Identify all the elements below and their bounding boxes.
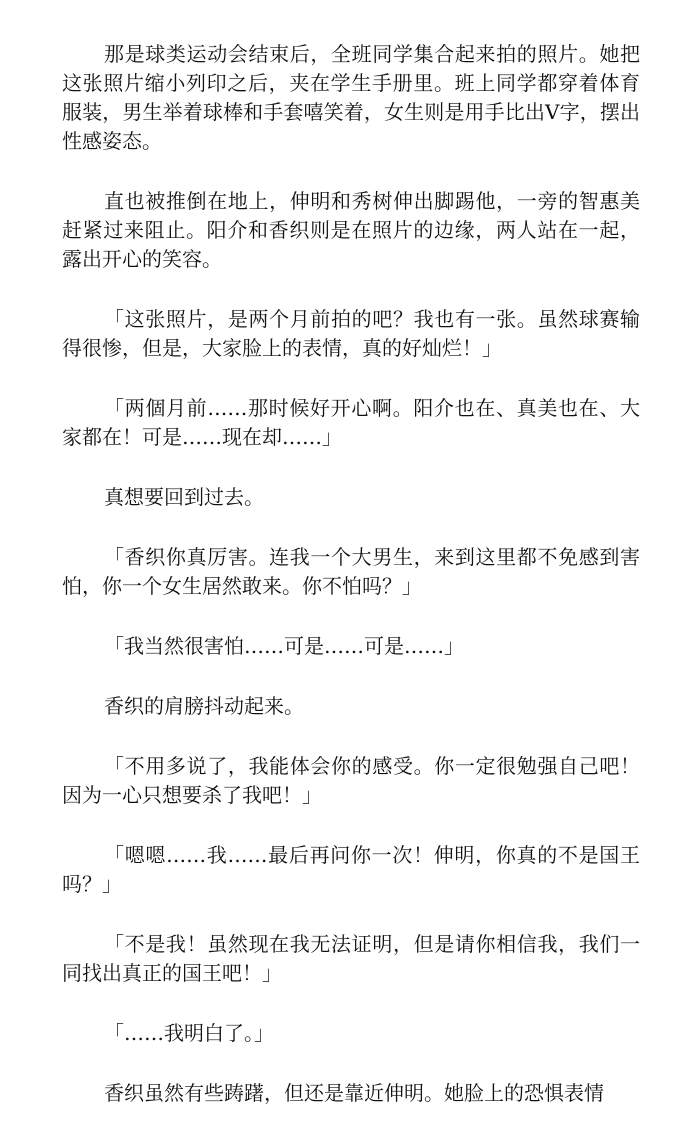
- paragraph-7: 「我当然很害怕……可是……可是……」: [104, 634, 464, 658]
- paragraph-1: 那是球类运动会结束后，全班同学集合起来拍的照片。她把这张照片缩小列印之后，夹在学生手册里。班上同学都穿着体育服装，男生举着球棒和手套嘻笑着，女生则是用手比出V字，摆出性感姿态。: [62, 42, 640, 153]
- paragraph-3: 「这张照片，是两个月前拍的吧？我也有一张。虽然球赛输得很惨，但是，大家脸上的表情，真的好灿烂！」: [62, 307, 640, 360]
- paragraph-12: 「……我明白了。」: [104, 1021, 274, 1045]
- paragraph-6: 「香织你真厉害。连我一个大男生，来到这里都不免感到害怕，你一个女生居然敢来。你不怕吗？」: [62, 545, 640, 598]
- paragraph-4: 「两個月前……那时候好开心啊。阳介也在、真美也在、大家都在！可是……现在却……」: [62, 396, 640, 449]
- paragraph-10: 「嗯嗯……我……最后再问你一次！伸明，你真的不是国王吗？」: [62, 843, 640, 896]
- page-text: [62, 40, 640, 1139]
- paragraph-2: 直也被推倒在地上，伸明和秀树伸出脚踢他，一旁的智惠美赶紧过来阻止。阳介和香织则是在照片的边缘，两人站在一起，露出开心的笑容。: [62, 189, 640, 271]
- paragraph-13: 香织虽然有些踌躇，但还是靠近伸明。她脸上的恐惧表情: [104, 1081, 604, 1105]
- paragraph-8: 香织的肩膀抖动起来。: [104, 694, 304, 718]
- paragraph-5: 真想要回到过去。: [104, 485, 264, 509]
- paragraph-11: 「不是我！虽然现在我无法证明，但是请你相信我，我们一同找出真正的国王吧！」: [62, 932, 640, 985]
- paragraph-9: 「不用多说了，我能体会你的感受。你一定很勉强自己吧！因为一心只想要杀了我吧！」: [62, 754, 640, 807]
